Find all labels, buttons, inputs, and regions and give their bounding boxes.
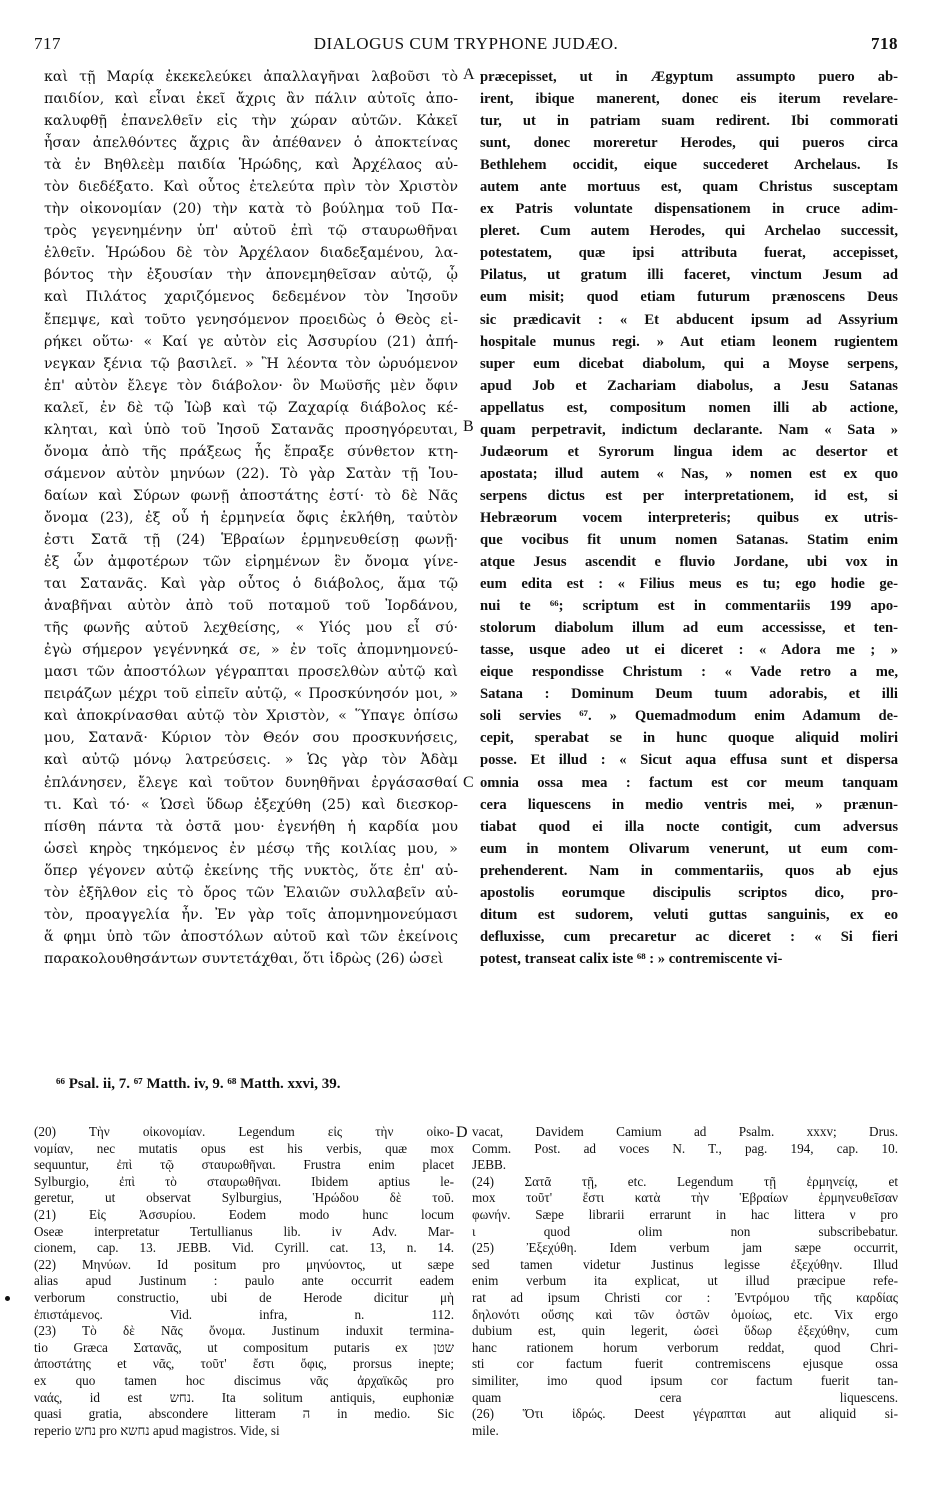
latin-text-line: apostolis eorumque discipulis scriptos dico, pro-: [480, 884, 898, 901]
greek-text-line: καὶ αὐτῷ μόνῳ λατρεύσεις. » Ὡς γὰρ τὸν Ἀδὰμ: [44, 752, 458, 769]
greek-text-line: ἐπ' αὐτὸν ἔλεγε τὸν διάβολον· ὃν Μωϋσῆς μὲν ὄφιν: [44, 377, 458, 394]
greek-text-line: τὰ ἐν Βηθλεὲμ παιδία Ἡρώδης, καὶ Ἀρχέλαος αὐ-: [44, 157, 458, 174]
latin-text-line: omnia ossa mea : factum est cor meum tanquam: [480, 774, 898, 791]
note-line: sed tamen videtur Justinus legisse ἐξεχύθην. Illud: [472, 1256, 898, 1272]
greek-text-line: καὶ τῇ Μαρίᾳ ἐκεκελεύκει ἀπαλλαγῆναι λαβοῦσι τὸ: [44, 69, 458, 85]
latin-text-line: que vocibus fit unum nomen Satanas. Statim enim: [480, 531, 898, 548]
latin-text-line: nui te ⁶⁶; scriptum est in commentariis 199 apo-: [480, 598, 898, 615]
note-line: ι quod olim non subscribebatur.: [472, 1223, 898, 1239]
note-line: (23) Τὸ δὲ Νᾶς ὄνομα. Justinum induxit termina-: [34, 1323, 454, 1339]
section-marker-b: B: [463, 418, 474, 435]
note-line: mox τοῦτ' ἔστι κατὰ τὴν Ἑβραίων ἑρμηνευθεῖσαν: [472, 1190, 898, 1206]
greek-text-line: βόντος τὴν ἐξουσίαν τὴν ἀπονεμηθεῖσαν αὐτῷ, ᾧ: [44, 267, 458, 284]
greek-text-line: ὄνομα ἀπὸ τῆς πράξεως ἧς ἔπραξε σύνθετον κτη-: [44, 443, 458, 460]
note-line: Oseæ interpretatur Tertullianus lib. iv Adv. Mar-: [34, 1223, 454, 1239]
latin-text-line: tur, ut in patriam suam redirent. Ibi commorati: [480, 113, 898, 130]
section-marker-a: A: [463, 66, 475, 83]
latin-text-line: prehenderent. Nam in commentariis, quos ab ejus: [480, 862, 898, 879]
running-title: DIALOGUS CUM TRYPHONE JUDÆO.: [313, 34, 619, 53]
page-number-left: 717: [34, 34, 61, 53]
latin-text-line: stolorum diabolum illum ad eum accessisse, et ten-: [480, 620, 898, 637]
latin-text-line: Satana : Dominum Deum tuum adorabis, et illi: [480, 686, 898, 703]
greek-text-column: [44, 66, 458, 970]
greek-text-line: σάμενον αὐτὸν μηνύων (22). Τὸ γὰρ Σατὰν τῇ Ἰου-: [44, 465, 458, 482]
section-marker-d: D: [456, 1124, 468, 1141]
note-line: (22) Μηνύων. Id positum pro μηνύοντος, ut sæpe: [34, 1256, 454, 1272]
latin-text-line: posse. Et illud : « Sicut aqua effusa sunt et dispersa: [480, 752, 898, 769]
greek-text-line: πειράζων μέχρι τοῦ εἰπεῖν αὐτῷ, « Προσκύνησόν μοι, »: [44, 686, 458, 703]
greek-text-line: ἐγὼ σήμερον γεγέννηκά σε, » ἐν τοῖς ἀπομνημονεύ-: [44, 642, 458, 659]
latin-text-line: præcepisset, ut in Ægyptum assumpto puero ab-: [480, 69, 898, 85]
margin-dot: [5, 1296, 10, 1301]
note-line: enim verbum ita explicat, ut illud præcipue refe-: [472, 1273, 898, 1289]
latin-text-line: eique respondisse Christum : « Vade retro a me,: [480, 664, 898, 681]
greek-text-line: μου, Σατανᾶ· Κύριον τὸν Θεόν σου προσκυνήσεις,: [44, 730, 458, 747]
latin-text-line: hospitale munus regi. » Aut etiam leonem rugientem: [480, 333, 898, 350]
latin-text-line: Hebræorum vocem interpreteris; quibus ex utris-: [480, 509, 898, 526]
latin-text-line: quam perpetravit, indictum declarante. Nam « Sata »: [480, 421, 898, 438]
greek-text-line: ἐστι Σατᾶ τῇ (24) Ἑβραίων ἑρμηνευθείσῃ φωνῇ·: [44, 531, 458, 548]
latin-text-column: [480, 66, 898, 970]
notes-right-column: [472, 1124, 898, 1439]
note-line: (21) Εἰς Ἀσσυρίου. Eodem modo hunc locum: [34, 1206, 454, 1222]
latin-text-line: cepit, sperabat se in hunc quoque aliquid moliri: [480, 730, 898, 747]
note-line: cionem, cap. 13. JEBB. Vid. Cyrill. cat. 13, n. 14.: [34, 1240, 454, 1256]
note-line: verborum constructio, ubi de Herode dicitur μὴ: [34, 1289, 454, 1305]
note-line: vacat, Davidem Camium ad Psalm. xxxv; Drus.: [472, 1124, 898, 1139]
note-line: dubium est, quin legerit, ὡσεὶ ὕδωρ ἐξεχύθην, cum: [472, 1323, 898, 1339]
note-line: alias apud Justinum : paulo ante occurrit eadem: [34, 1273, 454, 1289]
latin-text-line: ex Patris voluntate dispensationem in cruce adim-: [480, 201, 898, 218]
greek-text-line: καὶ Πιλάτος χαριζόμενος δεδεμένον τὸν Ἰησοῦν: [44, 289, 458, 306]
note-line: (26) Ὅτι ἱδρώς. Deest γέγραπται aut aliquid si-: [472, 1406, 898, 1422]
greek-text-line: τι. Καὶ τό· « Ὡσεὶ ὕδωρ ἐξεχύθη (25) καὶ διεσκορ-: [44, 796, 458, 813]
greek-text-line: μασι τῶν ἀποστόλων γέγραπται προσελθὼν αὐτῷ καὶ: [44, 664, 458, 681]
note-line: quasi gratia, abscondere litteram ה in medio. Sic: [34, 1406, 454, 1422]
note-line: ex quo tamen hoc discimus νᾶς ἀρχαϊκῶς pro: [34, 1372, 454, 1388]
note-line: (20) Τὴν οἰκονομίαν. Legendum εἰς τὴν οἰκο-: [34, 1124, 454, 1139]
latin-text-line: serpens dictus est per interpretationem, id est, si: [480, 487, 898, 504]
greek-text-line: ται Σατανᾶς. Καὶ γὰρ οὗτος ὁ διάβολος, ἅμα τῷ: [44, 576, 458, 593]
greek-text-line: τῆς φωνῆς αὐτοῦ λεχθείσης, « Υἱός μου εἶ σύ·: [44, 620, 458, 637]
latin-text-line: eum edita est : « Filius meus es tu; ego hodie ge-: [480, 576, 898, 593]
running-header: [30, 34, 902, 58]
greek-text-line: τὸν διεδέξατο. Καὶ οὗτος ἐτελεύτα πρὶν τὸν Χριστὸν: [44, 179, 458, 196]
greek-text-line: τὸν, προαγγελία ἦν. Ἐν γὰρ τοῖς ἀπομνημονεύμασι: [44, 906, 458, 923]
note-line: ναάς, id est נחש. Ita solitum antiquis, euphoniæ: [34, 1389, 454, 1405]
greek-text-line: τὴν οἰκονομίαν (20) τὴν κατὰ τὸ βούλημα τοῦ Πα-: [44, 201, 458, 218]
note-line: νομίαν, nec mutatis opus est his verbis, quæ mox: [34, 1140, 454, 1156]
latin-text-line: appellatus est, compositum nomen illi ab actione,: [480, 399, 898, 416]
greek-text-line: καλυφθῇ ἐπανελθεῖν εἰς τὴν χώραν αὐτῶν. Κἀκεῖ: [44, 113, 458, 130]
greek-text-line: ἔπεμψε, καὶ τοῦτο γενησόμενον προειδὼς ὁ Θεὸς εἰ-: [44, 311, 458, 328]
latin-text-line: eum misit; quod etiam futurum prænoscens Deus: [480, 289, 898, 306]
latin-text-line: pleret. Cum autem Herodes, qui Archelao successit,: [480, 223, 898, 240]
note-line: Comm. Post. ad voces N. T., pag. 194, cap. 10.: [472, 1140, 898, 1156]
note-line: ἀποστάτης et νᾶς, τοῦτ' ἔστι ὄφις, prorsus inepte;: [34, 1356, 454, 1372]
latin-text-line: tasse, usque adeo ut ei diceret : « Adora me ; »: [480, 642, 898, 659]
greek-text-line: ὡσεὶ κηρὸς τηκόμενος ἐν μέσῳ τῆς κοιλίας μου, »: [44, 840, 458, 857]
greek-text-line: πίσθη πάντα τὰ ὀστᾶ μου· ἐγενήθη ἡ καρδία μου: [44, 818, 458, 835]
note-line: sequuntur, ἐπὶ τῷ σταυρωθῆναι. Frustra enim placet: [34, 1157, 454, 1173]
note-line: geretur, ut observat Sylburgius, Ἡρώδου δὲ τοῦ.: [34, 1190, 454, 1206]
note-line: φωνήν. Sæpe librarii errarunt in hac littera ν pro: [472, 1206, 898, 1222]
latin-text-line: eum in montem Olivarum venerunt, ut eum com-: [480, 840, 898, 857]
note-line: rat ad ipsum Christi cor : Ἐντρόμου τῆς καρδίας: [472, 1289, 898, 1305]
notes-left-column: [34, 1124, 454, 1439]
note-line: ἐπιστάμενος. Vid. infra, n. 112.: [34, 1306, 454, 1322]
greek-text-line: κληται, καὶ ὑπὸ τοῦ Ἰησοῦ Σατανᾶς προσηγόρευται,: [44, 421, 458, 438]
greek-text-line: καὶ ἀποκρίνασθαι αὐτῷ τὸν Χριστὸν, « Ὕπαγε ὀπίσω: [44, 708, 458, 725]
latin-text-line: sunt, donec moreretur Herodes, qui pueros circa: [480, 135, 898, 152]
latin-text-line: sic prædicavit : « Et abducent ipsum ad Assyrium: [480, 311, 898, 328]
latin-text-line: apud Job et Zachariam diabolus, a Jesu Satanas: [480, 377, 898, 394]
greek-text-line: νεγκαν ξένια τῷ βασιλεῖ. » Ἢ λέοντα τὸν ὠρυόμενον: [44, 355, 458, 372]
latin-text-line: Pilatus, ut gratum illi faceret, vinctum Jesum ad: [480, 267, 898, 284]
latin-text-line: tiabat quod ei illa nocte contigit, cum adversus: [480, 818, 898, 835]
latin-text-line: soli servies ⁶⁷. » Quemadmodum enim Adamum de-: [480, 708, 898, 725]
greek-text-line: τὸν ἐξῆλθον εἰς τὸ ὄρος τῶν Ἐλαιῶν συλλαβεῖν αὐ-: [44, 884, 458, 901]
note-line: mile.: [472, 1422, 499, 1438]
greek-text-line: τρὸς γεγενημένην ὑπ' αὐτοῦ ἐπὶ τῷ σταυρωθῆναι: [44, 223, 458, 240]
greek-text-line: ὅπερ γέγονεν αὐτῷ ἐκείνης τῆς νυκτὸς, ὅτε ἐπ' αὐ-: [44, 862, 458, 879]
note-line: quam cera liquescens.: [472, 1389, 898, 1405]
note-line: δηλονότι οὔσης καὶ τῶν ὀστῶν ὁμοίως, etc. Vix ergo: [472, 1306, 898, 1322]
note-line: reperio נחש pro נחשא apud magistros. Vide, si: [34, 1422, 280, 1438]
section-marker-c: C: [463, 774, 474, 791]
note-line: (25) Ἐξεχύθη. Idem verbum jam sæpe occurrit,: [472, 1240, 898, 1256]
note-line: tio Græca Σατανᾶς, ut compositum putaris ex שטן: [34, 1339, 454, 1355]
greek-text-line: παιδίον, καὶ εἶναι ἐκεῖ ἄχρις ἂν πάλιν αὐτοῖς ἀπο-: [44, 91, 458, 108]
latin-text-line: Judæorum et Syrorum lingua idem ac desertor et: [480, 443, 898, 460]
note-line: (24) Σατᾶ τῇ, etc. Legendum τῇ ἑρμηνείᾳ, et: [472, 1173, 898, 1189]
greek-text-line: δαίων καὶ Σύρων φωνῇ ἀποστάτης ἐστί· τὸ δὲ Νᾶς: [44, 487, 458, 504]
page-number-right: 718: [871, 34, 898, 53]
greek-text-line: παρακολουθησάντων συντετάχθαι, ὅτι ἱδρὼς (26) ὡσεὶ: [44, 950, 444, 967]
greek-text-line: ἐλθεῖν. Ἡρώδου δὲ τὸν Ἀρχέλαον διαδεξαμένου, λα-: [44, 245, 458, 262]
note-line: sti cor factum fuerit contremiscens ejusque ossa: [472, 1356, 898, 1372]
scripture-footnotes: ⁶⁶ Psal. ii, 7. ⁶⁷ Matth. iv, 9. ⁶⁸ Matth. xxvi, 39.: [56, 1076, 341, 1092]
greek-text-line: ἀναβῆναι αὐτὸν ἀπὸ τοῦ ποταμοῦ τοῦ Ἰορδάνου,: [44, 598, 458, 615]
latin-text-line: potestatem, quæ ipsi attributa fuerat, accepisset,: [480, 245, 898, 262]
greek-text-line: ἐπλάνησεν, ἔλεγε καὶ τοῦτον δυνηθῆναι ἐργάσασθαί: [44, 774, 458, 791]
latin-text-line: atque Jesus ascendit e fluvio Jordane, ubi vox in: [480, 554, 898, 571]
greek-text-line: ἐξ ὧν ἀμφοτέρων τῶν εἰρημένων ἓν ὄνομα γίνε-: [44, 554, 458, 571]
latin-text-line: potest, transeat calix iste ⁶⁸ : » contremiscente vi-: [480, 950, 783, 967]
greek-text-line: καλεῖ, ἐν δὲ τῷ Ἰὼβ καὶ τῷ Ζαχαρίᾳ διάβολος κέ-: [44, 399, 458, 416]
note-line: similiter, imo quod ipsum cor factum fuerit tan-: [472, 1372, 898, 1388]
greek-text-line: ρήκει οὕτω· « Καί γε αὐτὸν εἰς Ἀσσυρίου (21) ἀπή-: [44, 333, 458, 350]
latin-text-line: super eum dicebat diabolum, qui a Moyse serpens,: [480, 355, 898, 372]
greek-text-line: ὄνομα (23), ἐξ οὗ ἡ ἑρμηνεία ὄφις ἐκλήθη, ταὐτὸν: [44, 509, 458, 526]
greek-text-line: ἦσαν ἀπελθόντες ἄχρις ἂν ἀπέθανεν ὁ ἀποκτείνας: [44, 135, 458, 152]
note-line: hanc rationem horum verborum reddat, quod Chri-: [472, 1339, 898, 1355]
latin-text-line: defluxisse, cum precaretur ac diceret : « Si fieri: [480, 928, 898, 945]
note-line: Sylburgio, ἐπὶ τὸ σταυρωθῆναι. Ibidem aptius le-: [34, 1173, 454, 1189]
latin-text-line: cera liquescens in medio ventris mei, » prænun-: [480, 796, 898, 813]
latin-text-line: Bethlehem occidit, eique succederet Archelaus. Is: [480, 157, 898, 174]
greek-text-line: ἅ φημι ὑπὸ τῶν ἀποστόλων αὐτοῦ καὶ τῶν ἐκείνοις: [44, 928, 458, 945]
latin-text-line: irent, ibique manerent, donec eis iterum revelare-: [480, 91, 898, 108]
latin-text-line: autem ante mortuus est, quam Christus susceptam: [480, 179, 898, 196]
latin-text-line: apostata; illud autem « Nas, » nomen est ex quo: [480, 465, 898, 482]
note-line: JEBB.: [472, 1157, 507, 1173]
latin-text-line: ditum est sudorem, veluti guttas sanguinis, ex eo: [480, 906, 898, 923]
